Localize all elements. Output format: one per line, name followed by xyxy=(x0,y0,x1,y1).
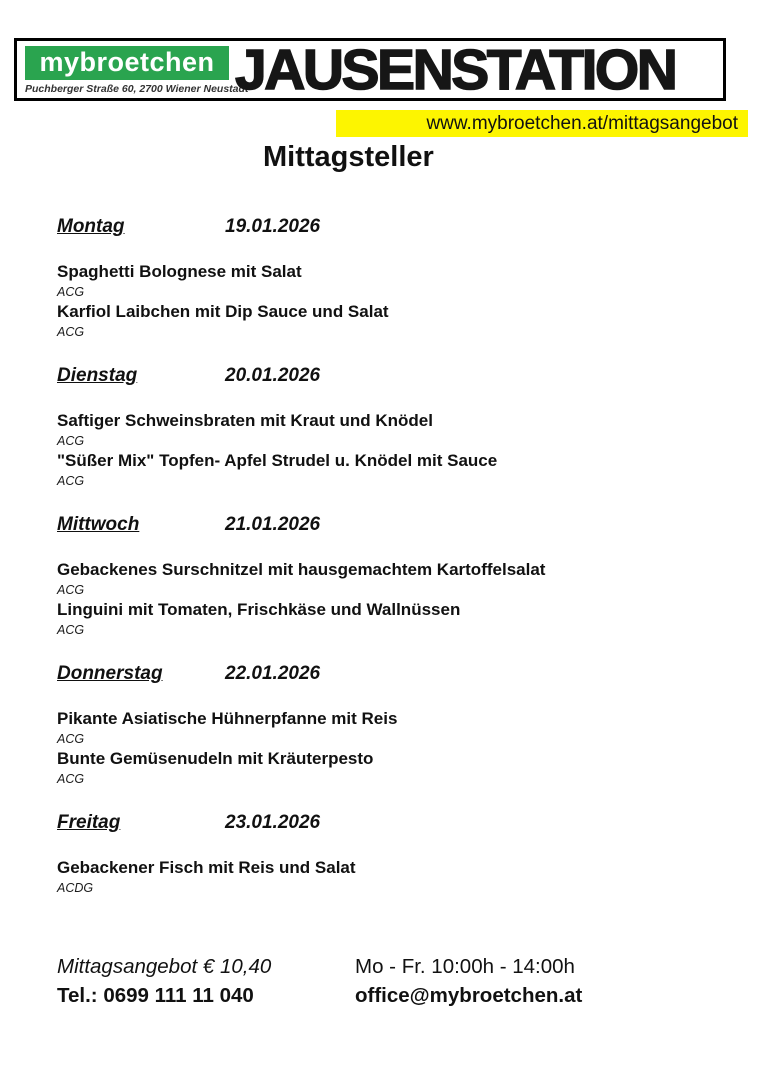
allergen-code: ACG xyxy=(57,732,85,746)
brand-address: Puchberger Straße 60, 2700 Wiener Neustadt xyxy=(25,83,249,95)
day-name: Dienstag xyxy=(57,365,138,386)
menu-item xyxy=(57,302,707,342)
allergen-code: ACG xyxy=(57,623,85,637)
menu-item xyxy=(57,600,707,640)
day-date: 23.01.2026 xyxy=(225,812,321,833)
dish-name: Pikante Asiatische Hühnerpfanne mit Reis xyxy=(57,709,398,728)
day-header xyxy=(57,663,707,685)
url-banner[interactable]: www.mybroetchen.at/mittagsangebot xyxy=(336,110,748,137)
phone-number: Tel.: 0699 111 11 040 xyxy=(57,984,254,1007)
day-section-donnerstag xyxy=(57,663,707,789)
day-date: 20.01.2026 xyxy=(225,365,321,386)
dish-name: Karfiol Laibchen mit Dip Sauce und Salat xyxy=(57,302,389,321)
dish-name: Saftiger Schweinsbraten mit Kraut und Knödel xyxy=(57,411,433,430)
weekly-menu xyxy=(57,216,707,921)
menu-item xyxy=(57,709,707,749)
brand-logo: mybroetchen xyxy=(25,46,229,80)
day-name: Donnerstag xyxy=(57,663,163,684)
allergen-code: ACG xyxy=(57,474,85,488)
page-title: Mittagsteller xyxy=(263,141,434,173)
dish-name: "Süßer Mix" Topfen- Apfel Strudel u. Knödel mit Sauce xyxy=(57,451,498,470)
menu-item xyxy=(57,411,707,451)
dish-name: Linguini mit Tomaten, Frischkäse und Wallnüssen xyxy=(57,600,461,619)
day-header xyxy=(57,365,707,387)
day-header xyxy=(57,216,707,238)
dish-name: Bunte Gemüsenudeln mit Kräuterpesto xyxy=(57,749,374,768)
opening-hours: Mo - Fr. 10:00h - 14:00h xyxy=(355,955,575,978)
banner-title: JAUSENSTATION xyxy=(235,38,676,102)
menu-item xyxy=(57,560,707,600)
menu-item xyxy=(57,858,707,898)
day-section-dienstag xyxy=(57,365,707,491)
menu-item xyxy=(57,451,707,491)
day-header xyxy=(57,812,707,834)
day-header xyxy=(57,514,707,536)
footer xyxy=(57,952,582,1010)
day-section-mittwoch xyxy=(57,514,707,640)
email-address[interactable]: office@mybroetchen.at xyxy=(355,984,583,1007)
dish-name: Gebackener Fisch mit Reis und Salat xyxy=(57,858,356,877)
header xyxy=(14,38,726,101)
day-name: Montag xyxy=(57,216,125,237)
dish-name: Spaghetti Bolognese mit Salat xyxy=(57,262,302,281)
day-name: Freitag xyxy=(57,812,121,833)
allergen-code: ACG xyxy=(57,285,85,299)
allergen-code: ACG xyxy=(57,583,85,597)
allergen-code: ACG xyxy=(57,434,85,448)
allergen-code: ACG xyxy=(57,325,85,339)
menu-item xyxy=(57,262,707,302)
offer-price: Mittagsangebot € 10,40 xyxy=(57,955,272,978)
day-date: 22.01.2026 xyxy=(225,663,321,684)
dish-name: Gebackenes Surschnitzel mit hausgemachtem Kartoffelsalat xyxy=(57,560,546,579)
day-section-montag xyxy=(57,216,707,342)
day-date: 19.01.2026 xyxy=(225,216,321,237)
day-date: 21.01.2026 xyxy=(225,514,321,535)
day-name: Mittwoch xyxy=(57,514,140,535)
logo-block xyxy=(17,41,249,98)
allergen-code: ACDG xyxy=(57,881,94,895)
day-section-freitag xyxy=(57,812,707,898)
allergen-code: ACG xyxy=(57,772,85,786)
menu-item xyxy=(57,749,707,789)
